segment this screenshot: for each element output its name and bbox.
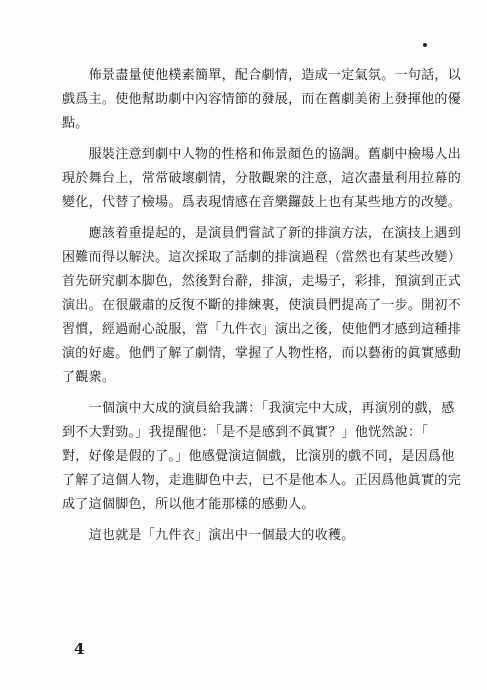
text-line: 服裝注意到劇中人物的性格和佈景顏色的協調。舊劇中檢場人出 [88, 147, 461, 162]
text-line: 佈景盡量使他樸素簡單，配合劇情，造成一定氣氛。一句話，以 [88, 68, 461, 83]
text-line: 了解了這個人物，走進脚色中去，已不是他本人。正因爲他眞實的完 [62, 473, 462, 488]
text-line: 成了這個脚色，所以他才能那樣的感動人。 [62, 497, 315, 512]
text-line: 困難而得以解決。這次採取了話劇的排演過程（當然也有某些改變） [62, 250, 462, 265]
text-line: 了觀衆。 [62, 370, 116, 385]
text-line: 一個演中大成的演員給我講：「我演完中大成，再演別的戲，感 [88, 401, 455, 416]
text-line: 演的好處。他們了解了劇情，掌握了人物性格，而以藝術的眞實感動 [62, 346, 462, 361]
page-number: 4 [74, 640, 85, 658]
scan-mark [423, 43, 427, 47]
text-line: 演出。在很嚴肅的反復不斷的排練裏，使演員們提高了一步。開初不 [62, 298, 462, 313]
text-line: 到不大對勁。」我提醒他：「是不是感到不眞實？」他恍然說：「 [62, 425, 429, 440]
paragraph [62, 222, 467, 390]
text-line: 現於舞台上，常常破壞劇情，分散觀衆的注意，這次盡量利用拉幕的 [62, 171, 462, 186]
paragraph [62, 143, 467, 215]
body-text [62, 64, 467, 548]
text-line: 變化，代替了檢場。爲表現情感在音樂鑼鼓上也有某些地方的改變。 [62, 195, 462, 210]
paragraph [62, 524, 467, 548]
text-line: 習慣，經過耐心說服，當「九件衣」演出之後，使他們才感到這種排 [62, 322, 462, 337]
text-line: 首先研究劇本脚色，然後對台辭，排演，走場子，彩排，預演到正式 [62, 274, 462, 289]
text-line: 戲爲主。使他幫助劇中內容情節的發展，而在舊劇美術上發揮他的優 [62, 92, 462, 107]
text-line: 點。 [62, 116, 89, 131]
text-line: 對，好像是假的了。」他感覺演這個戲，比演別的戲不同，是因爲他 [62, 449, 455, 464]
paragraph [62, 397, 467, 517]
text-line: 應該着重提起的，是演員們嘗試了新的排演方法，在演技上遇到 [88, 226, 461, 241]
text-line: 這也就是「九件衣」演出中一個最大的收穫。 [88, 528, 355, 543]
paragraph [62, 64, 467, 136]
